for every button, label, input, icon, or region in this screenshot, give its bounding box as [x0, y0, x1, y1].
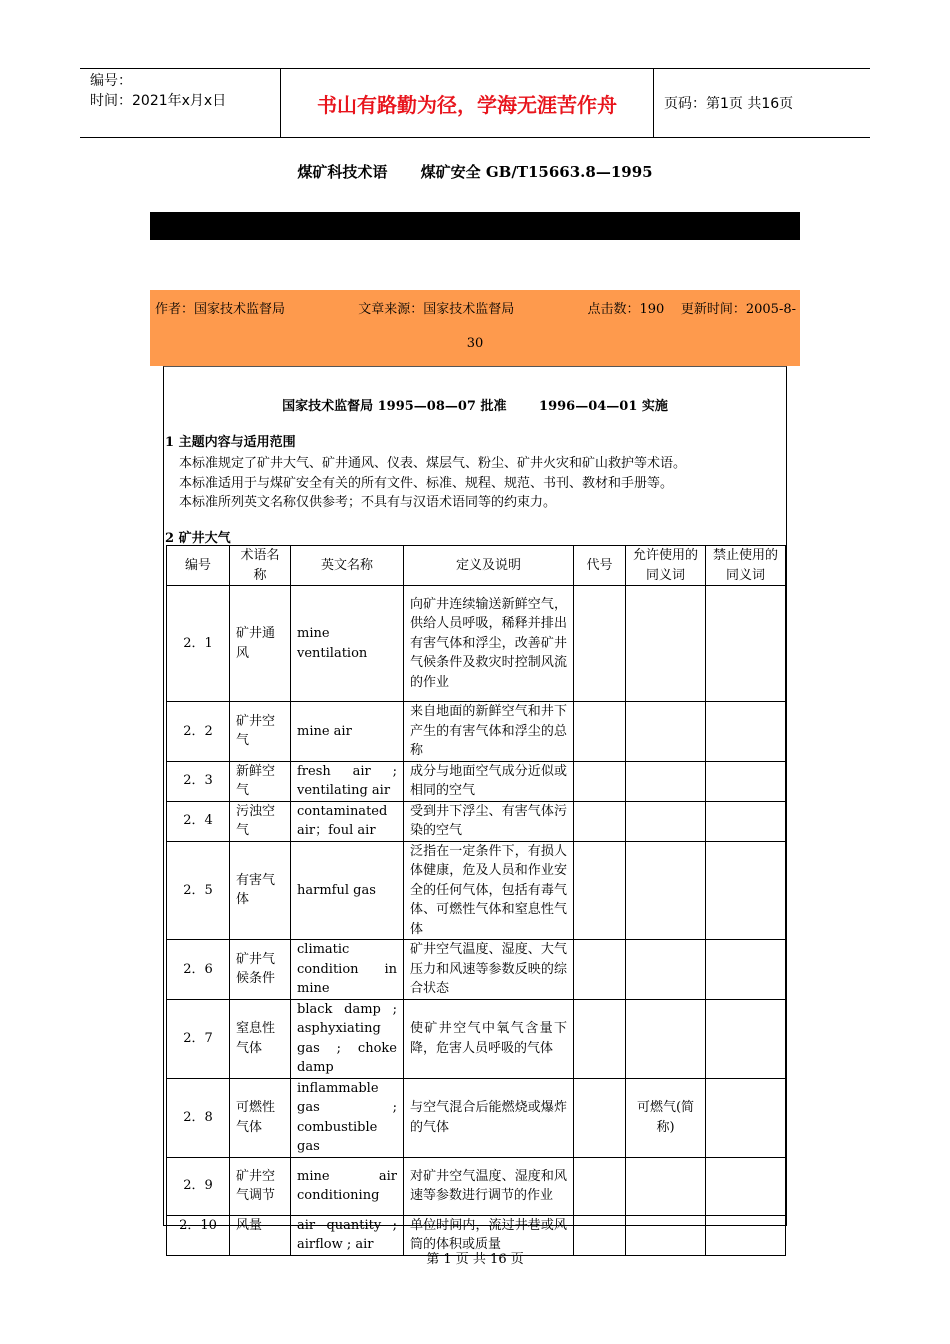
table-cell-english: mine air: [291, 702, 404, 762]
table-cell-english: air quantity ; airflow ; air: [291, 1215, 404, 1255]
col-header-definition: 定义及说明: [404, 546, 574, 586]
header-motto: 书山有路勤为径，学海无涯苦作舟: [280, 69, 654, 137]
table-cell-term: 风量: [230, 1215, 291, 1255]
table-cell-english: contaminated air；foul air: [291, 801, 404, 841]
table-cell-code: [574, 1078, 626, 1157]
table-cell-number: 2．5: [167, 841, 230, 940]
table-cell-allowed-synonym: [626, 841, 706, 940]
table-cell-number: 2．7: [167, 999, 230, 1078]
table-cell-term: 矿井空气调节: [230, 1157, 291, 1215]
table-cell-term: 窒息性气体: [230, 999, 291, 1078]
col-header-term: 术语名称: [230, 546, 291, 586]
table-cell-allowed-synonym: 可燃气(简称): [626, 1078, 706, 1157]
table-cell-definition: 使矿井空气中氧气含量下降，危害人员呼吸的气体: [404, 999, 574, 1078]
table-header-row: [167, 546, 786, 586]
table-cell-definition: 与空气混合后能燃烧或爆炸的气体: [404, 1078, 574, 1157]
table-row: [167, 1078, 786, 1157]
table-cell-definition: 来自地面的新鲜空气和井下产生的有害气体和浮尘的总称: [404, 702, 574, 762]
table-cell-definition: 矿井空气温度、湿度、大气压力和风速等参数反映的综合状态: [404, 940, 574, 1000]
table-cell-code: [574, 761, 626, 801]
table-cell-forbidden-synonym: [706, 586, 786, 702]
table-cell-number: 2．1: [167, 586, 230, 702]
section-1-paragraph: 本标准所列英文名称仅供参考；不具有与汉语术语同等的约束力。: [179, 495, 557, 510]
header-info: [80, 69, 280, 137]
meta-clicks: 点击数：190: [587, 302, 665, 317]
table-cell-definition: 向矿井连续输送新鲜空气，供给人员呼吸，稀释并排出有害气体和浮尘，改善矿井气候条件及救灾时控制风流的作业: [404, 586, 574, 702]
approval-date: 国家技术监督局 1995—08—07 批准: [282, 399, 507, 414]
table-cell-code: [574, 940, 626, 1000]
table-cell-english: mine air conditioning: [291, 1157, 404, 1215]
table-cell-allowed-synonym: [626, 1157, 706, 1215]
table-row: [167, 1157, 786, 1215]
table-cell-forbidden-synonym: [706, 841, 786, 940]
table-cell-code: [574, 586, 626, 702]
table-cell-english: black damp ; asphyxiating gas ; choke damp: [291, 999, 404, 1078]
table-cell-forbidden-synonym: [706, 999, 786, 1078]
table-cell-code: [574, 841, 626, 940]
table-cell-forbidden-synonym: [706, 801, 786, 841]
doc-title-left: 煤矿科技术语: [297, 163, 388, 181]
doc-title-right: 煤矿安全 GB/T15663.8—1995: [420, 163, 653, 181]
section-1-paragraph: 本标准适用于与煤矿安全有关的所有文件、标准、规程、规范、书刊、教材和手册等。: [179, 476, 674, 491]
col-header-allowed-synonym: 允许使用的同义词: [626, 546, 706, 586]
table-cell-forbidden-synonym: [706, 940, 786, 1000]
table-cell-code: [574, 801, 626, 841]
table-row: [167, 801, 786, 841]
number-label: 编号：: [90, 73, 132, 89]
table-cell-english: climatic condition in mine: [291, 940, 404, 1000]
table-cell-definition: 对矿井空气温度、湿度和风速等参数进行调节的作业: [404, 1157, 574, 1215]
approval-line: [0, 395, 950, 414]
table-cell-definition: 单位时间内，流过井巷或风筒的体积或质量: [404, 1215, 574, 1255]
col-header-english: 英文名称: [291, 546, 404, 586]
table-cell-allowed-synonym: [626, 761, 706, 801]
table-cell-number: 2．10: [167, 1215, 230, 1255]
table-cell-allowed-synonym: [626, 999, 706, 1078]
page-footer: 第 1 页 共 16 页: [426, 1252, 524, 1267]
table-row: [167, 940, 786, 1000]
terms-table: [166, 545, 786, 1256]
table-cell-code: [574, 999, 626, 1078]
effective-date: 1996—04—01 实施: [539, 399, 668, 414]
table-cell-definition: 成分与地面空气成分近似或相同的空气: [404, 761, 574, 801]
table-row: [167, 761, 786, 801]
table-cell-number: 2．4: [167, 801, 230, 841]
table-cell-forbidden-synonym: [706, 702, 786, 762]
table-cell-code: [574, 1157, 626, 1215]
table-row: [167, 999, 786, 1078]
table-cell-term: 新鲜空气: [230, 761, 291, 801]
table-cell-number: 2．6: [167, 940, 230, 1000]
section-1-paragraph: 本标准规定了矿井大气、矿井通风、仪表、煤层气、粉尘、矿井火灾和矿山救护等术语。: [179, 456, 687, 471]
table-cell-definition: 受到井下浮尘、有害气体污染的空气: [404, 801, 574, 841]
table-cell-allowed-synonym: [626, 940, 706, 1000]
table-cell-allowed-synonym: [626, 702, 706, 762]
table-cell-english: mine ventilation: [291, 586, 404, 702]
black-banner: [150, 212, 800, 240]
col-header-code: 代号: [574, 546, 626, 586]
table-cell-definition: 泛指在一定条件下，有损人体健康，危及人员和作业安全的任何气体，包括有毒气体、可燃性气体和窒息性气体: [404, 841, 574, 940]
table-cell-code: [574, 702, 626, 762]
section-2-heading: 2 矿井大气: [165, 531, 231, 546]
article-meta-bar: [150, 290, 800, 366]
col-header-forbidden-synonym: 禁止使用的同义词: [706, 546, 786, 586]
table-row: [167, 586, 786, 702]
table-cell-forbidden-synonym: [706, 1157, 786, 1215]
table-cell-term: 污浊空气: [230, 801, 291, 841]
meta-source: 文章来源：国家技术监督局: [358, 302, 515, 317]
table-row: [167, 702, 786, 762]
table-cell-english: inflammable gas ; combustible gas: [291, 1078, 404, 1157]
time-label: 时间：2021年x月x日: [90, 93, 227, 109]
table-cell-term: 有害气体: [230, 841, 291, 940]
page-header: [80, 68, 870, 138]
table-cell-term: 矿井通风: [230, 586, 291, 702]
table-cell-forbidden-synonym: [706, 761, 786, 801]
table-cell-english: fresh air ; ventilating air: [291, 761, 404, 801]
header-page-info: 页码：第1页 共16页: [664, 96, 794, 112]
table-cell-allowed-synonym: [626, 801, 706, 841]
table-cell-term: 可燃性气体: [230, 1078, 291, 1157]
table-cell-number: 2．8: [167, 1078, 230, 1157]
table-cell-english: harmful gas: [291, 841, 404, 940]
col-header-number: 编号: [167, 546, 230, 586]
document-title: [0, 161, 950, 182]
table-cell-number: 2．2: [167, 702, 230, 762]
section-1-heading: 1 主题内容与适用范围: [165, 435, 296, 450]
meta-update-time: 更新时间：2005-8-: [680, 302, 796, 317]
table-cell-number: 2．3: [167, 761, 230, 801]
table-row: [167, 841, 786, 940]
table-cell-forbidden-synonym: [706, 1078, 786, 1157]
meta-update-time-cont: 30: [466, 336, 484, 351]
table-cell-term: 矿井气候条件: [230, 940, 291, 1000]
table-cell-term: 矿井空气: [230, 702, 291, 762]
meta-author: 作者：国家技术监督局: [155, 302, 286, 317]
table-cell-allowed-synonym: [626, 586, 706, 702]
table-cell-number: 2．9: [167, 1157, 230, 1215]
